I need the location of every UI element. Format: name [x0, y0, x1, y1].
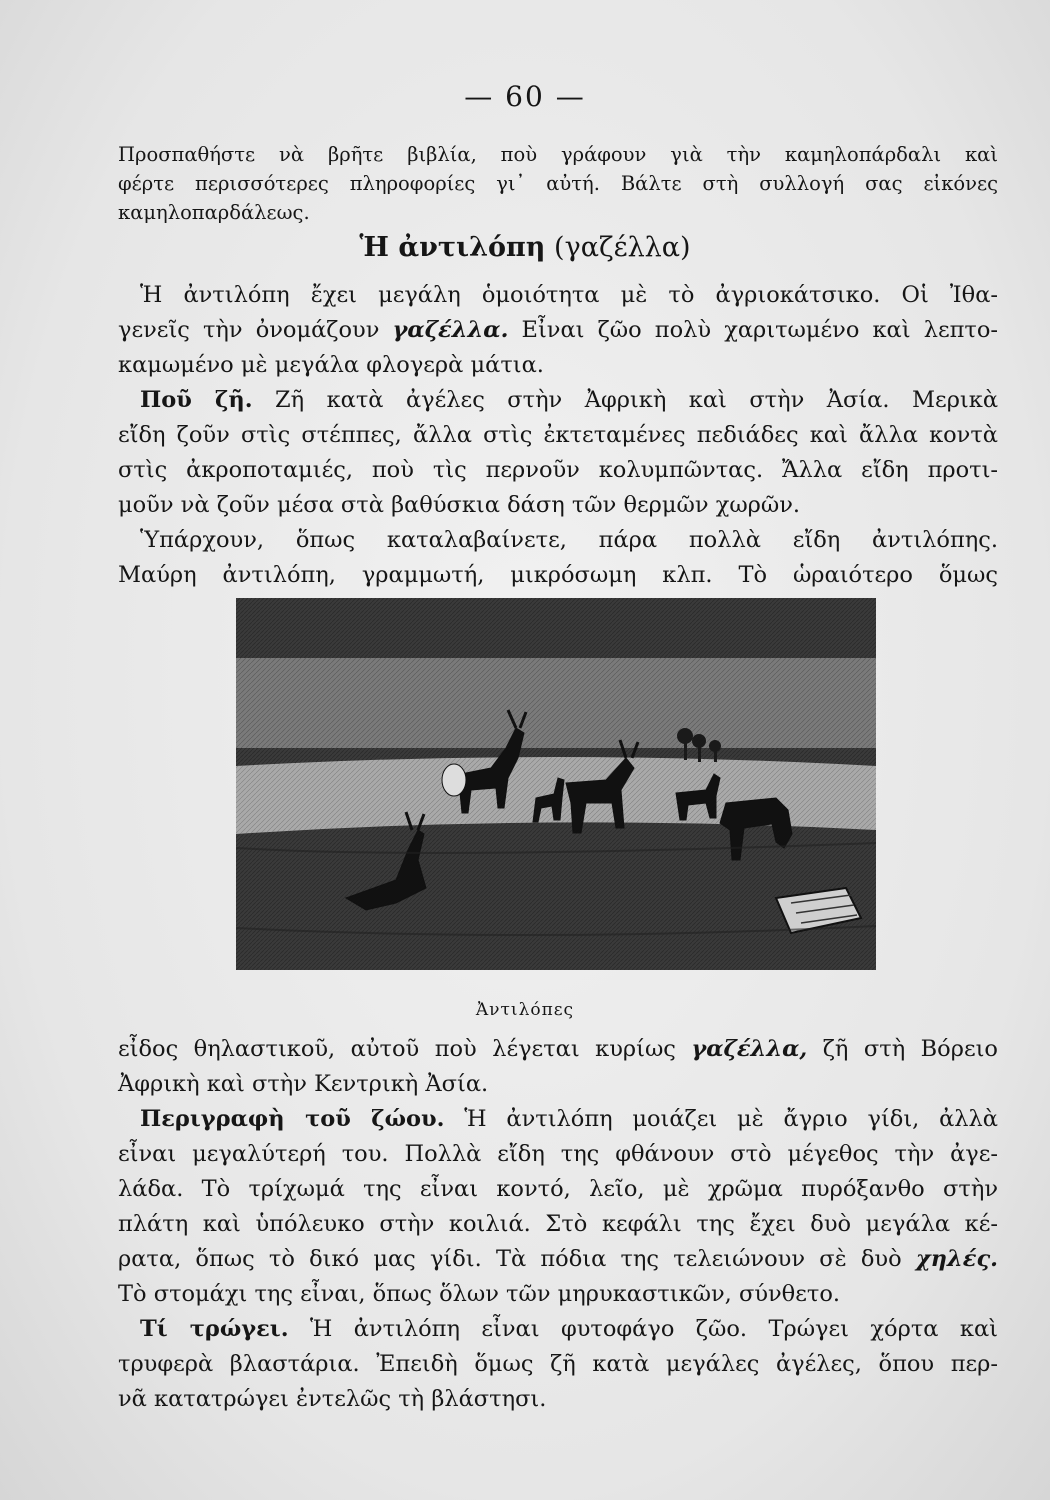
body-paragraphs-top: [118, 278, 998, 593]
text-run: ρατα, ὅπως τὸ δικό μας γίδι. Τὰ πόδια της τελειώνουν σὲ δυὸ: [118, 1246, 916, 1272]
intro-paragraph: [118, 140, 998, 227]
subheading-what-it-eats: Τί τρώγει.: [140, 1316, 289, 1342]
text-line: Ἡ ἀντιλόπη ἔχει μεγάλη ὁμοιότητα μὲ τὸ ἀγριοκάτσικο. Οἱ Ἰθα-: [140, 282, 998, 308]
text-run: Εἶναι ζῶο πολὺ χαριτωμένο καὶ λεπτο-: [508, 317, 998, 343]
body-paragraphs-bottom: [118, 1032, 998, 1417]
text-run: γενεῖς τὴν ὀνομάζουν: [118, 317, 393, 343]
text-line: [118, 1312, 998, 1347]
page-number: — 60 —: [464, 80, 586, 113]
text-run: Ἡ ἀντιλόπη μοιάζει μὲ ἄγριο γίδι, ἀλλὰ: [444, 1106, 998, 1132]
text-run: Ἡ ἀντιλόπη εἶναι φυτοφάγο ζῶο. Τρώγει χόρτα καὶ: [288, 1316, 998, 1342]
section-title: [0, 232, 1050, 263]
antelopes-illustration: [236, 598, 876, 970]
intro-line: φέρτε περισσότερες πληροφορίες γι᾿ αὐτή. Βάλτε στὴ συλλογή σας εἰκόνες: [118, 172, 998, 195]
text-run: εἶδος θηλαστικοῦ, αὐτοῦ ποὺ λέγεται κυρίως: [118, 1036, 692, 1062]
emphasis-gazelle: γαζέλλα,: [691, 1036, 808, 1062]
text-line: λάδα. Τὸ τρίχωμά της εἶναι κοντό, λεῖο, μὲ χρῶμα πυρόξανθο στὴν: [118, 1176, 998, 1202]
title-sub: (γαζέλλα): [554, 232, 691, 263]
subheading-where-it-lives: Ποῦ ζῆ.: [140, 387, 253, 413]
text-line: καμωμένο μὲ μεγάλα φλογερὰ μάτια.: [118, 352, 544, 378]
text-line: [118, 1242, 998, 1277]
text-line: Μαύρη ἀντιλόπη, γραμμωτή, μικρόσωμη κλπ. Τὸ ὡραιότερο ὅμως: [118, 562, 998, 588]
text-line: Ἀφρικὴ καὶ στὴν Κεντρικὴ Ἀσία.: [118, 1071, 489, 1097]
text-line: στὶς ἀκροποταμιές, ποὺ τὶς περνοῦν κολυμπῶντας. Ἄλλα εἴδη προτι-: [118, 457, 998, 483]
text-line: μοῦν νὰ ζοῦν μέσα στὰ βαθύσκια δάση τῶν θερμῶν χωρῶν.: [118, 492, 801, 518]
text-line: [118, 1102, 998, 1137]
text-line: [118, 313, 998, 348]
illustration-caption: Ἀντιλόπες: [475, 1000, 575, 1020]
title-main: Ἡ ἀντιλόπη: [359, 232, 546, 263]
text-line: Τὸ στομάχι της εἶναι, ὅπως ὅλων τῶν μηρυκαστικῶν, σύνθετο.: [118, 1281, 841, 1307]
text-line: [118, 383, 998, 418]
text-line: Ὑπάρχουν, ὅπως καταλαβαίνετε, πάρα πολλὰ εἴδη ἀντιλόπης.: [140, 527, 998, 553]
text-run: Ζῆ κατὰ ἀγέλες στὴν Ἀφρικὴ καὶ στὴν Ἀσία. Μερικὰ: [252, 387, 999, 413]
text-line: πλάτη καὶ ὑπόλευκο στὴν κοιλιά. Στὸ κεφάλι της ἔχει δυὸ μεγάλα κέ-: [118, 1211, 998, 1237]
intro-line: καμηλοπαρδάλεως.: [118, 201, 310, 224]
text-line: τρυφερὰ βλαστάρια. Ἐπειδὴ ὅμως ζῆ κατὰ μεγάλες ἀγέλες, ὅπου περ-: [118, 1351, 998, 1377]
subheading-description: Περιγραφὴ τοῦ ζώου.: [140, 1106, 445, 1132]
text-line: εἶναι μεγαλύτερή του. Πολλὰ εἴδη της φθάνουν στὸ μέγεθος τὴν ἀγε-: [118, 1141, 998, 1167]
text-line: [118, 1032, 998, 1067]
intro-line: Προσπαθήστε νὰ βρῆτε βιβλία, ποὺ γράφουν γιὰ τὴν καμηλοπάρδαλι καὶ: [118, 143, 998, 166]
text-line: εἴδη ζοῦν στὶς στέππες, ἄλλα στὶς ἐκτεταμένες πεδιάδες καὶ ἄλλα κοντὰ: [118, 422, 998, 448]
text-run: ζῆ στὴ Βόρειο: [807, 1036, 998, 1062]
text-line: νᾶ κατατρώγει ἐντελῶς τὴ βλάστησι.: [118, 1386, 547, 1412]
emphasis-hooves: χηλές.: [915, 1246, 998, 1272]
emphasis-gazelle: γαζέλλα.: [392, 317, 509, 343]
